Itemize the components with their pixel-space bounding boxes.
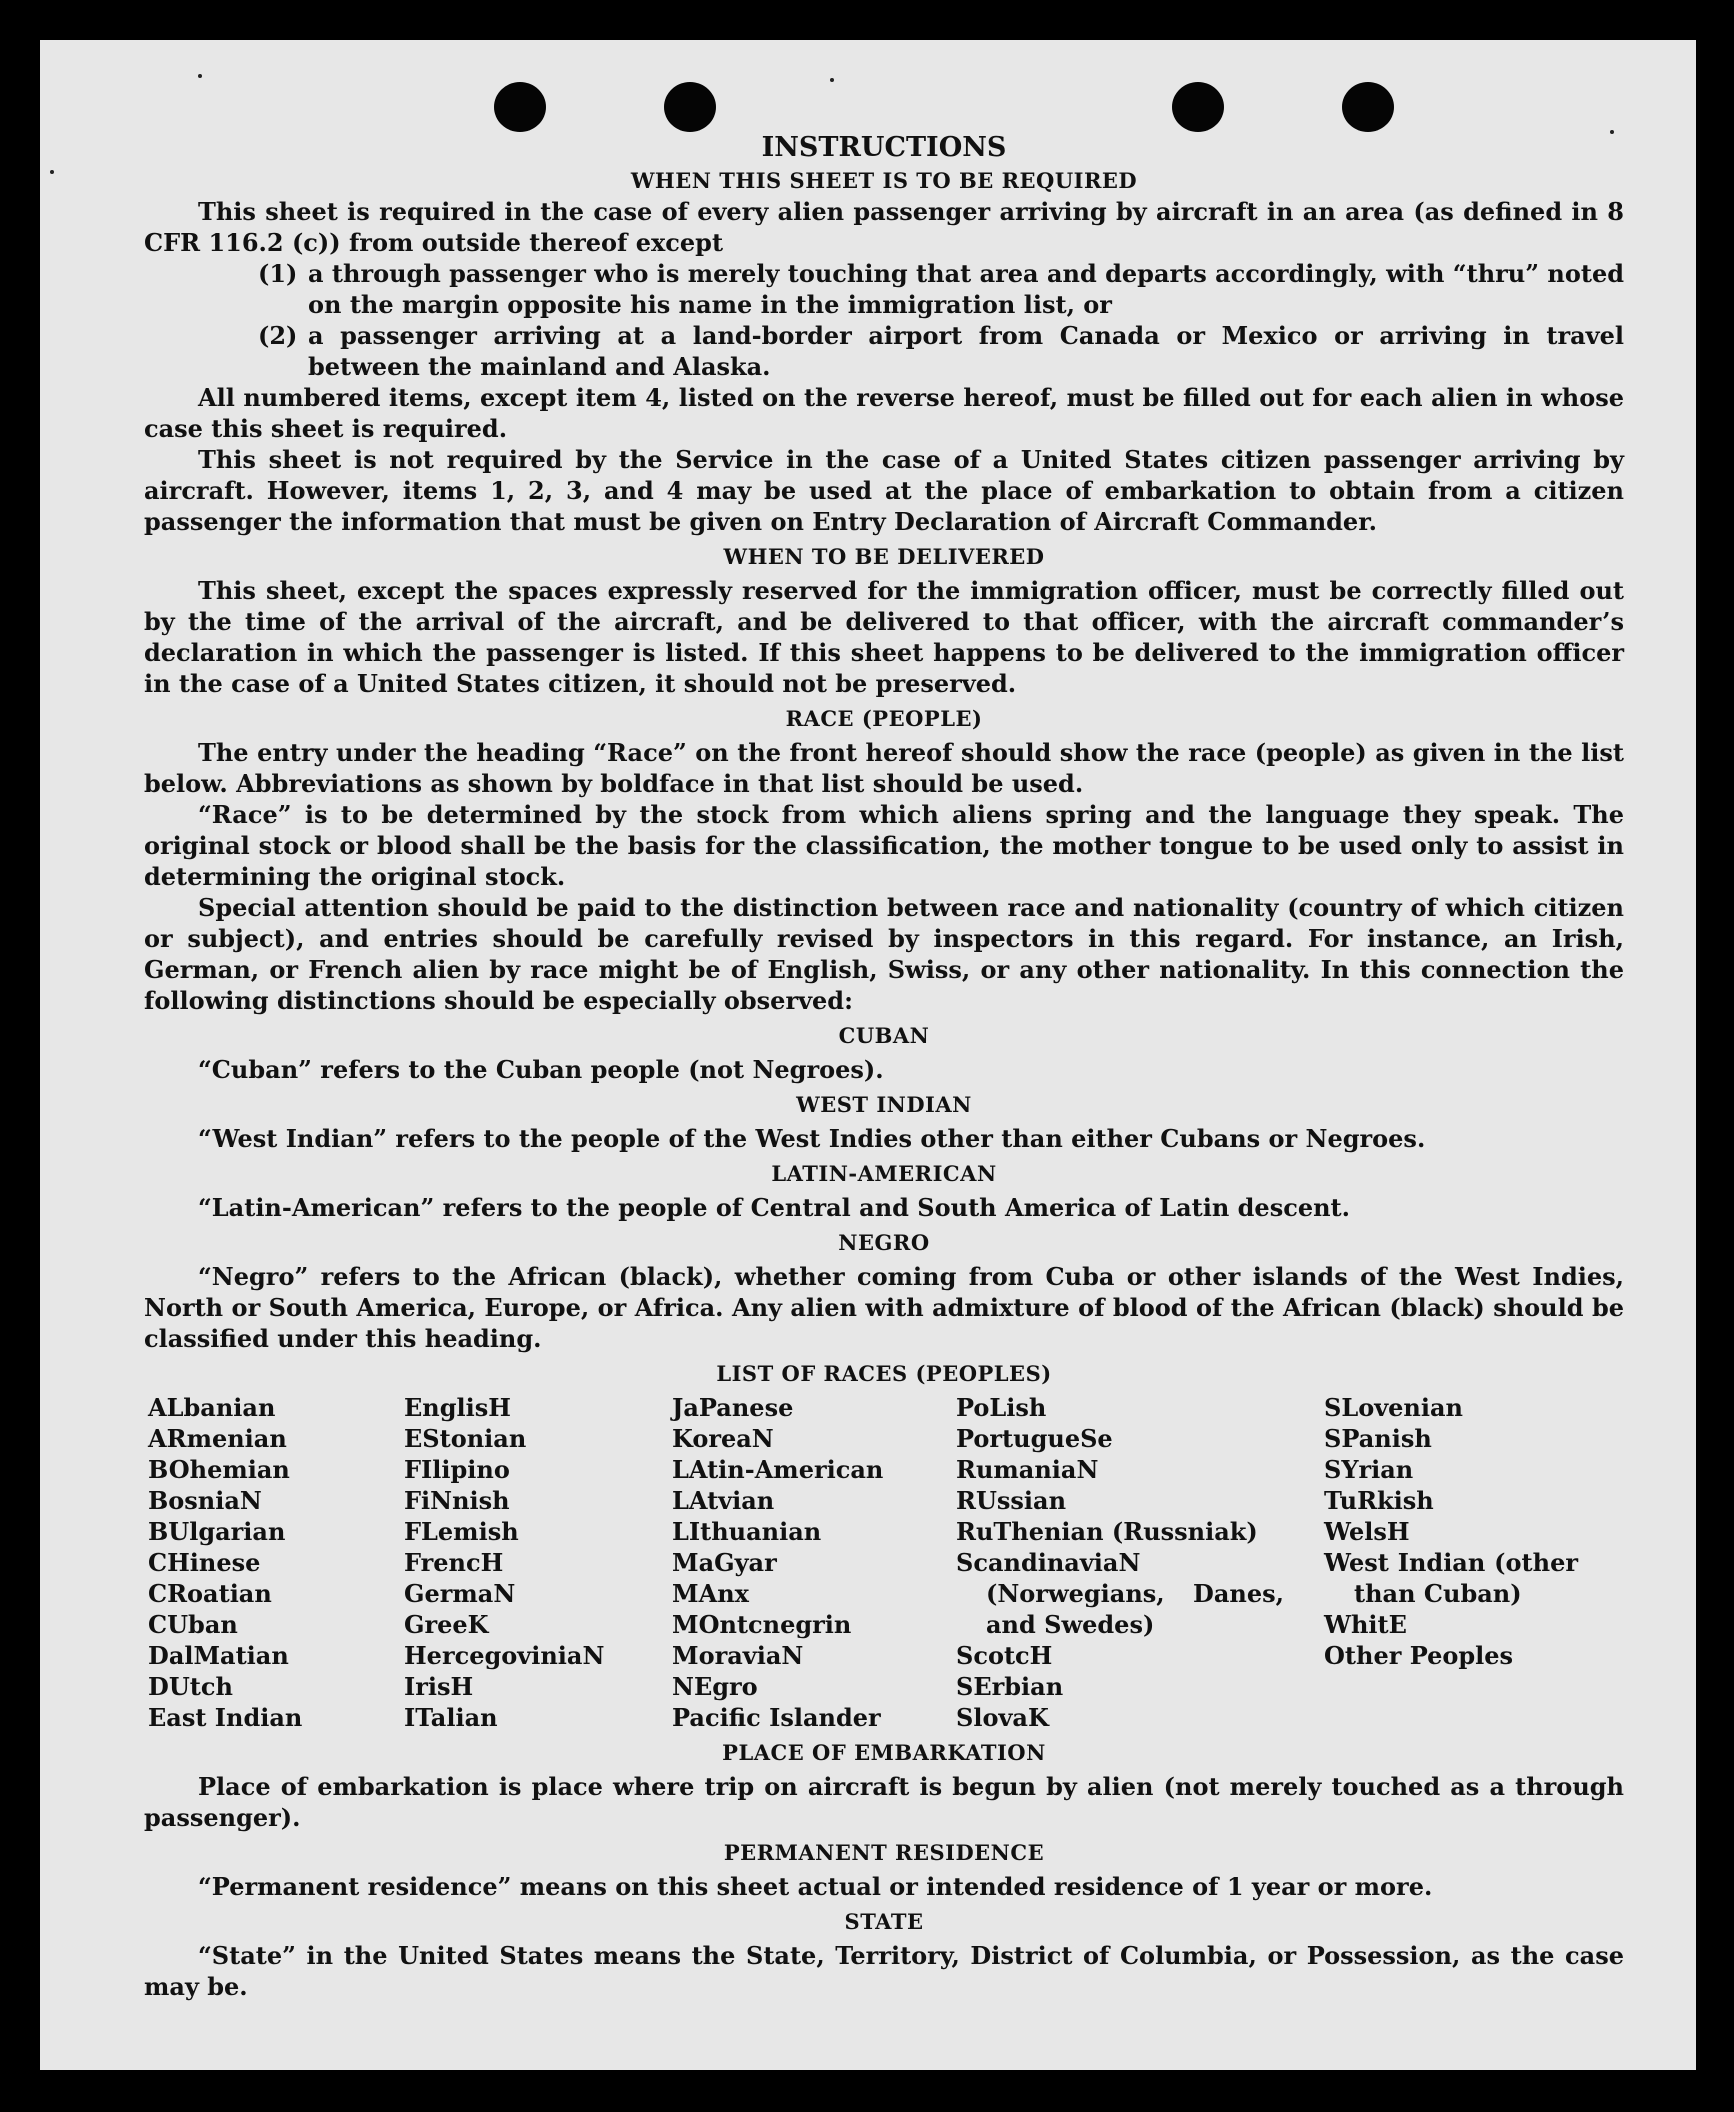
race-item: Other Peoples <box>1324 1641 1514 1670</box>
race-item: EnglisH <box>404 1393 511 1422</box>
scan-speck <box>198 74 202 78</box>
race-item: LIthuanian <box>672 1517 822 1546</box>
race-item: DalMatian <box>148 1641 289 1670</box>
paragraph: This sheet, except the spaces expressly reserved for the immigration officer, must be correctly filled out by the time of the arrival of the aircraft, and be delivered to that officer, with the aircraft commander’s declaration in which the passenger is listed. If this sheet happens to be delivered to the immigration officer in the case of a United States citizen, it should not be preserved. <box>144 576 1624 698</box>
race-item: SYrian <box>1324 1455 1414 1484</box>
race-item: East Indian <box>148 1703 303 1732</box>
race-column <box>1324 1392 1578 1733</box>
race-item: SlovaK <box>956 1703 1049 1732</box>
race-item: MoraviaN <box>672 1641 804 1670</box>
race-item: IrisH <box>404 1672 474 1701</box>
race-item: BOhemian <box>148 1455 290 1484</box>
section-heading-latin-american: LATIN-AMERICAN <box>771 1161 997 1186</box>
section-heading-embarkation: PLACE OF EMBARKATION <box>722 1740 1046 1765</box>
race-item: SLovenian <box>1324 1393 1463 1422</box>
punch-hole <box>664 82 716 132</box>
race-item: JaPanese <box>672 1393 794 1422</box>
race-item: Pacific Islander <box>672 1703 881 1732</box>
punch-hole <box>1342 82 1394 132</box>
paragraph: Special attention should be paid to the distinction between race and nationality (country of which citizen or subject), and entries should be carefully revised by inspectors in this regard. For instance, an Irish, German, or French alien by race might be of English, Swiss, or any other nationality. In this connection the following distinctions should be especially observed: <box>144 893 1624 1015</box>
section-heading-cuban: CUBAN <box>838 1023 930 1048</box>
race-item: West Indian (other than Cuban) <box>1324 1548 1578 1608</box>
race-item: ScandinaviaN (Norwegians, Danes, and Swedes) <box>956 1548 1284 1639</box>
instructions-body <box>144 132 1624 2002</box>
section-heading-race-list: LIST OF RACES (PEOPLES) <box>716 1361 1052 1386</box>
race-item: RumaniaN <box>956 1455 1099 1484</box>
race-list <box>148 1392 1624 1733</box>
paragraph: The entry under the heading “Race” on the front hereof should show the race (people) as given in the list below. Abbreviations as shown by boldface in that list should be used. <box>144 738 1624 798</box>
section-heading-negro: NEGRO <box>838 1230 930 1255</box>
race-item: ALbanian <box>148 1393 276 1422</box>
paragraph: “West Indian” refers to the people of the West Indies other than either Cubans or Negroes. <box>198 1124 1426 1153</box>
race-item: CUban <box>148 1610 238 1639</box>
race-item: KoreaN <box>672 1424 774 1453</box>
paragraph: Place of embarkation is place where trip on aircraft is begun by alien (not merely touched as a through passenger). <box>144 1772 1624 1832</box>
race-item: FiNnish <box>404 1486 510 1515</box>
section-heading-state: STATE <box>844 1909 924 1934</box>
paragraph: All numbered items, except item 4, listed on the reverse hereof, must be filled out for each alien in whose case this sheet is required. <box>144 383 1624 443</box>
race-item: RuThenian (Russniak) <box>956 1517 1258 1546</box>
race-column <box>148 1392 404 1733</box>
race-item: TuRkish <box>1324 1486 1434 1515</box>
scan-speck <box>830 78 834 82</box>
race-item: MAnx <box>672 1579 749 1608</box>
race-item: ITalian <box>404 1703 498 1732</box>
section-heading-delivered: WHEN TO BE DELIVERED <box>723 544 1045 569</box>
race-item: ARmenian <box>148 1424 287 1453</box>
list-item: (2) a passenger arriving at a land-border airport from Canada or Mexico or arriving in travel between the mainland and Alaska. <box>258 321 1624 381</box>
race-item: EStonian <box>404 1424 527 1453</box>
race-item: RUssian <box>956 1486 1067 1515</box>
race-item: WelsH <box>1324 1517 1410 1546</box>
paragraph: “State” in the United States means the State, Territory, District of Columbia, or Possession, as the case may be. <box>144 1941 1624 2001</box>
race-item: FLemish <box>404 1517 519 1546</box>
paragraph: “Permanent residence” means on this sheet actual or intended residence of 1 year or more. <box>198 1872 1433 1901</box>
page-title: INSTRUCTIONS <box>761 132 1007 163</box>
race-item: MOntcnegrin <box>672 1610 852 1639</box>
race-item: FIlipino <box>404 1455 510 1484</box>
paragraph: This sheet is required in the case of every alien passenger arriving by aircraft in an area (as defined in 8 CFR 116.2 (c)) from outside thereof except <box>144 197 1624 257</box>
race-item: DUtch <box>148 1672 233 1701</box>
race-item: NEgro <box>672 1672 758 1701</box>
race-column <box>956 1392 1324 1733</box>
race-item: GermaN <box>404 1579 516 1608</box>
punch-hole <box>1172 82 1224 132</box>
race-item: BUlgarian <box>148 1517 286 1546</box>
list-item: (1) a through passenger who is merely touching that area and departs accordingly, with “thru” noted on the margin opposite his name in the immigration list, or <box>258 259 1624 319</box>
paragraph: This sheet is not required by the Service in the case of a United States citizen passenger arriving by aircraft. However, items 1, 2, 3, and 4 may be used at the place of embarkation to obtain from a citizen passenger the information that must be given on Entry Declaration of Aircraft Commander. <box>144 445 1624 536</box>
section-heading-west-indian: WEST INDIAN <box>796 1092 972 1117</box>
race-item: MaGyar <box>672 1548 777 1577</box>
paragraph: “Negro” refers to the African (black), whether coming from Cuba or other islands of the West Indies, North or South America, Europe, or Africa. Any alien with admixture of blood of the African (black) should be classified under this heading. <box>144 1262 1624 1353</box>
race-item: CRoatian <box>148 1579 272 1608</box>
race-item: LAtin-American <box>672 1455 884 1484</box>
race-item: PoLish <box>956 1393 1047 1422</box>
race-item: SPanish <box>1324 1424 1432 1453</box>
race-column <box>672 1392 956 1733</box>
paragraph: “Latin-American” refers to the people of Central and South America of Latin descent. <box>198 1193 1350 1222</box>
section-heading-residence: PERMANENT RESIDENCE <box>723 1840 1045 1865</box>
race-item: PortugueSe <box>956 1424 1113 1453</box>
race-item: WhitE <box>1324 1610 1407 1639</box>
race-item: ScotcH <box>956 1641 1053 1670</box>
race-item: FrencH <box>404 1548 504 1577</box>
section-heading-race: RACE (PEOPLE) <box>785 706 983 731</box>
race-column <box>404 1392 672 1733</box>
scan-speck <box>50 170 54 174</box>
race-item: HercegoviniaN <box>404 1641 605 1670</box>
paragraph: “Race” is to be determined by the stock from which aliens spring and the language they speak. The original stock or blood shall be the basis for the classification, the mother tongue to be used only to assist in determining the original stock. <box>144 800 1624 891</box>
race-item: GreeK <box>404 1610 489 1639</box>
paragraph: “Cuban” refers to the Cuban people (not Negroes). <box>198 1055 884 1084</box>
document-page <box>40 40 1696 2070</box>
race-item: SErbian <box>956 1672 1064 1701</box>
section-heading-required: WHEN THIS SHEET IS TO BE REQUIRED <box>630 168 1138 193</box>
race-item: BosniaN <box>148 1486 262 1515</box>
punch-hole <box>494 82 546 132</box>
race-item: CHinese <box>148 1548 261 1577</box>
race-item: LAtvian <box>672 1486 775 1515</box>
